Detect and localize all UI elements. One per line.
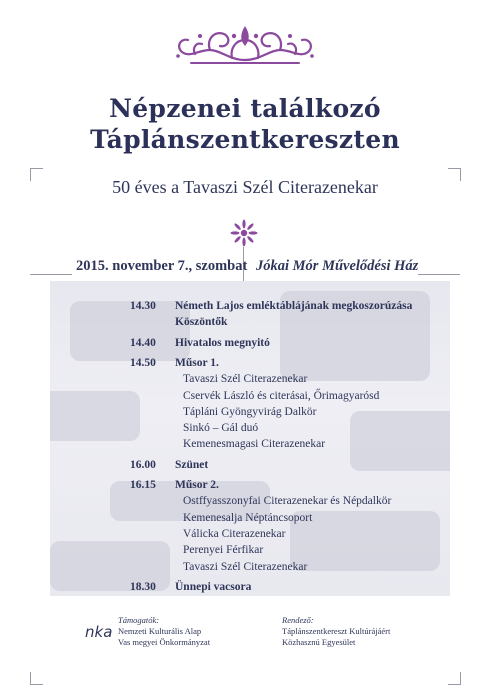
organizer-block xyxy=(282,615,390,648)
program-event: Hivatalos megnyitó xyxy=(175,336,270,349)
corner-mark xyxy=(448,672,461,685)
program-performer: Cservék László és citerásai, Őrimagyarósd xyxy=(183,389,380,402)
program-event: Köszöntők xyxy=(175,316,228,329)
sponsors-label: Támogatók: xyxy=(118,615,160,625)
program-performer: Sinkó – Gál duó xyxy=(183,422,259,435)
poster-title-line2: Táplánszentkereszten xyxy=(90,125,400,154)
organizer-item: Közhasznú Egyesület xyxy=(282,637,356,647)
organizer-item: Táplánszentkereszt Kultúrájáért xyxy=(282,626,391,636)
program-time: 14.40 xyxy=(130,336,156,349)
program-performer: Válicka Citerazenekar xyxy=(183,527,286,540)
program-time: 14.50 xyxy=(130,356,156,369)
event-date: 2015. november 7., szombat xyxy=(76,258,248,274)
program-performer: Tavaszi Szél Citerazenekar xyxy=(183,560,308,573)
poster-title-line1: Népzenei találkozó xyxy=(109,94,381,123)
program-time: 16.15 xyxy=(130,479,156,491)
sponsor-item: Nemzeti Kulturális Alap xyxy=(118,626,202,636)
program-time: 16.00 xyxy=(130,458,156,471)
program-event: Műsor 1. xyxy=(175,356,219,369)
divider-line xyxy=(418,274,460,275)
corner-mark xyxy=(30,672,43,685)
divider-line xyxy=(30,274,72,275)
nka-logo-icon xyxy=(84,620,116,642)
floral-ornament-icon xyxy=(170,20,320,66)
program-event: Németh Lajos emléktáblájának megkoszorúzása xyxy=(175,300,413,312)
poster-subtitle: 50 éves a Tavaszi Szél Citerazenekar xyxy=(112,177,378,197)
program-performer: Tápláni Gyöngyvirág Dalkör xyxy=(183,405,317,418)
event-venue: Jókai Mór Művelődési Ház xyxy=(256,258,419,274)
program-performer: Ostffyasszonyfai Citerazenekar és Népdalkör xyxy=(183,495,392,508)
program-performer: Tavaszi Szél Citerazenekar xyxy=(183,373,308,386)
svg-text:nka: nka xyxy=(85,623,113,641)
flower-icon xyxy=(229,218,259,248)
sponsors-block xyxy=(118,615,210,648)
program-performer: Perenyei Férfikar xyxy=(183,544,264,557)
organizer-label: Rendező: xyxy=(282,615,314,625)
program-event: Ünnepi vacsora xyxy=(175,580,252,593)
program-event: Szünet xyxy=(175,458,209,471)
program-time: 14.30 xyxy=(130,300,156,312)
program-performer: Kemenesalja Néptáncsoport xyxy=(183,511,313,524)
program-performer: Kemenesmagasi Citerazenekar xyxy=(183,438,326,451)
program-event: Műsor 2. xyxy=(175,479,219,491)
program-time: 18.30 xyxy=(130,580,156,593)
sponsor-item: Vas megyei Önkormányzat xyxy=(118,637,211,647)
